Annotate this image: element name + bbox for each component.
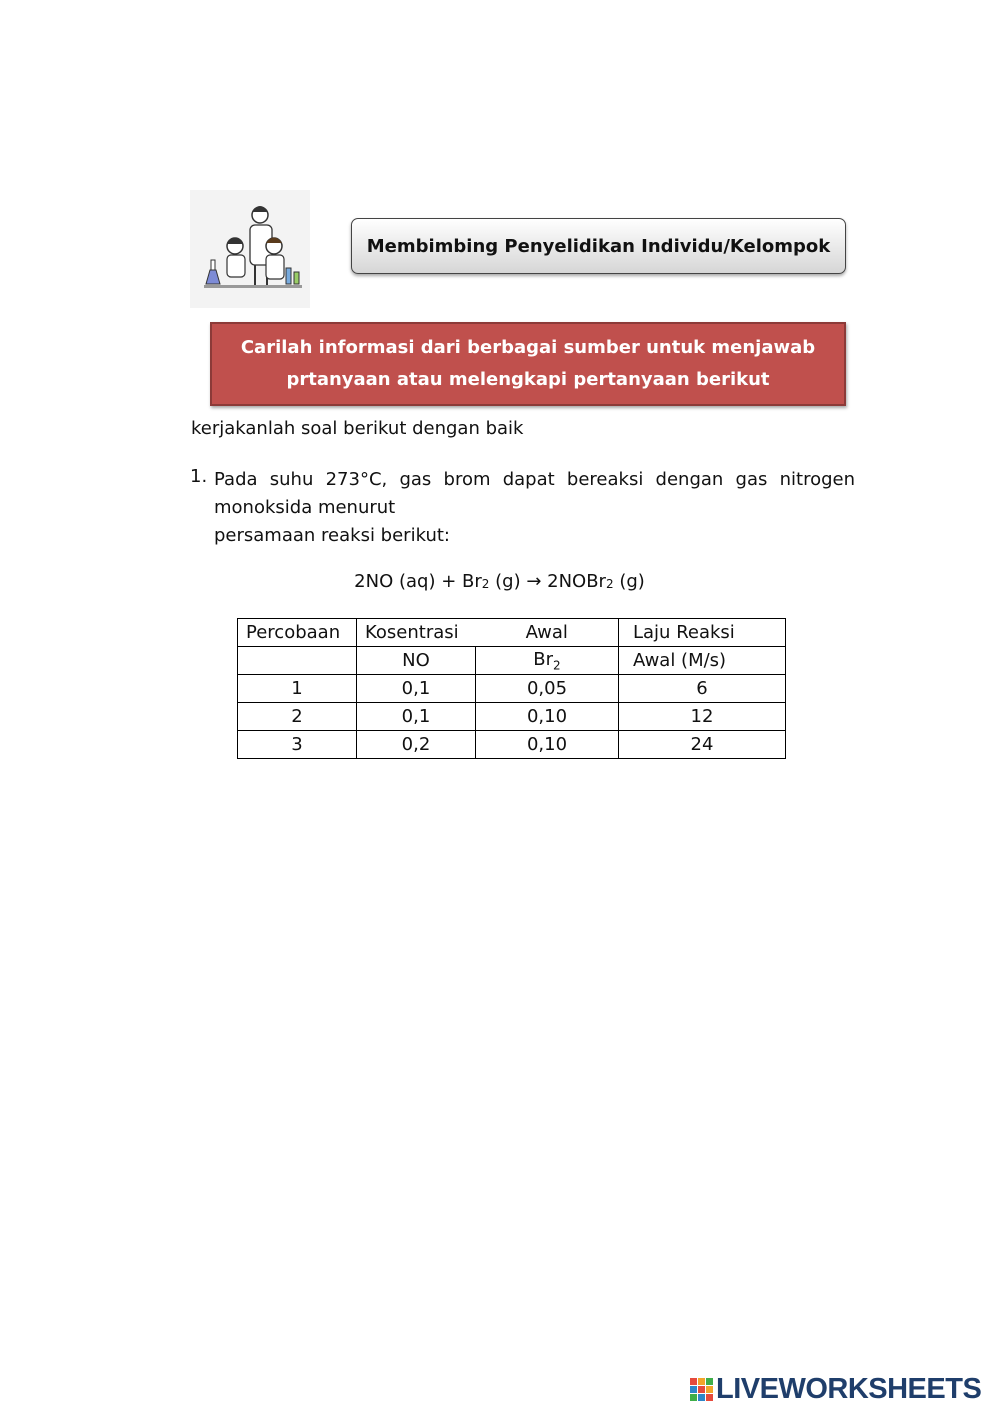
table-subheader-row [238, 647, 786, 675]
equation-part-3: (g) [613, 571, 645, 592]
table-cell: 24 [619, 731, 786, 759]
table-row [238, 731, 786, 759]
table-cell: 12 [619, 703, 786, 731]
table-cell: 0,2 [357, 731, 476, 759]
question-text [214, 466, 855, 550]
table-cell: 1 [238, 675, 357, 703]
br-text: Br [533, 648, 554, 670]
scientists-illustration [190, 190, 310, 308]
table-cell: 0,10 [476, 703, 619, 731]
table-row [238, 675, 786, 703]
logo-blocks-icon [690, 1378, 713, 1401]
header-cell: Kosentrasi [357, 619, 476, 647]
table-row [238, 703, 786, 731]
instruction-line-1: Carilah informasi dari berbagai sumber untuk menjawab [240, 337, 816, 358]
section-header [351, 218, 846, 274]
header-cell: Awal [476, 619, 619, 647]
table-cell: 0,1 [357, 703, 476, 731]
table-cell: 3 [238, 731, 357, 759]
logo-text: LIVEWORKSHEETS [716, 1372, 982, 1405]
equation-subscript-2: 2 [605, 577, 614, 591]
header-cell: NO [357, 647, 476, 675]
experiment-table [237, 618, 786, 759]
question-line-2: monoksida menurut [214, 497, 396, 518]
equation-part-1: 2NO (aq) + Br [354, 571, 482, 592]
section-header-title: Membimbing Penyelidikan Individu/Kelompok [366, 235, 831, 257]
header-cell: Laju Reaksi [619, 619, 786, 647]
header-cell: Percobaan [238, 619, 357, 647]
equation-subscript-1: 2 [481, 577, 490, 591]
table-cell: 0,05 [476, 675, 619, 703]
table-cell: 0,10 [476, 731, 619, 759]
reaction-equation [0, 571, 999, 592]
intro-text: kerjakanlah soal berikut dengan baik [191, 418, 524, 439]
question-line-1: Pada suhu 273°C, gas brom dapat bereaksi dengan gas nitrogen [214, 469, 855, 490]
table-cell: 0,1 [357, 675, 476, 703]
instruction-line-2: prtanyaan atau melengkapi pertanyaan berikut [286, 369, 770, 390]
table-cell: 2 [238, 703, 357, 731]
question-number: 1. [190, 466, 208, 487]
br-subscript: 2 [553, 658, 561, 673]
question-line-3: persamaan reaksi berikut: [214, 525, 450, 546]
header-cell [238, 647, 357, 675]
table-cell: 6 [619, 675, 786, 703]
liveworksheets-logo[interactable] [690, 1373, 981, 1405]
table-header-row [238, 619, 786, 647]
header-cell: Awal (M/s) [619, 647, 786, 675]
header-cell-br2 [476, 647, 619, 675]
equation-part-2: (g) → 2NOBr [489, 571, 606, 592]
instruction-banner [210, 322, 846, 406]
